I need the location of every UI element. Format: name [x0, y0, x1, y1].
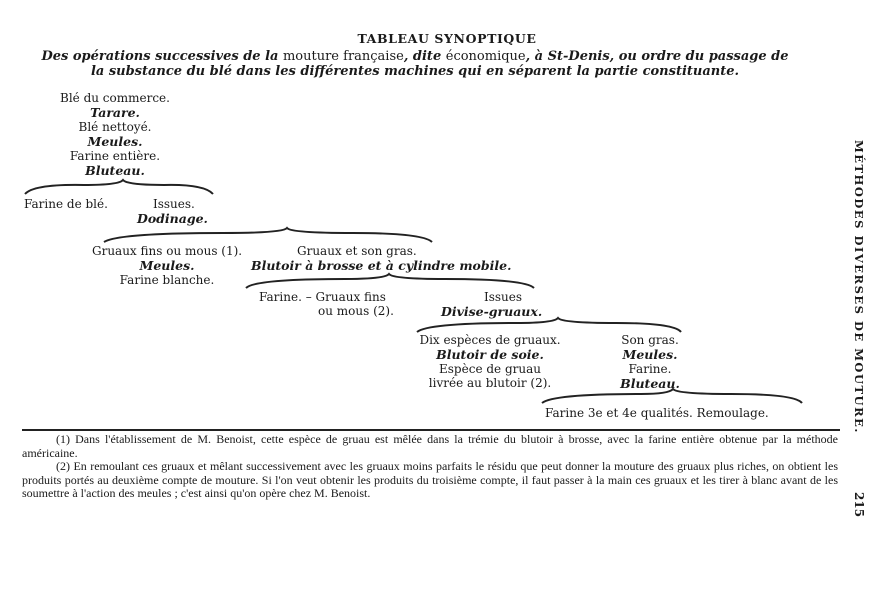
node-farine-entiere: Farine entière. — [69, 149, 161, 163]
footnote-1: (1) Dans l'établissement de M. Benoist, cette espèce de gruau est mêlée dans la trémie du blutoir à brosse, avec la farine entière obtenue par la méthode américaine. — [22, 432, 838, 460]
node-dix-especes: Dix espèces de gruaux. — [419, 333, 561, 347]
machine-blutoir-soie: Blutoir de soie. — [436, 347, 544, 362]
subtitle-part: dite — [412, 49, 446, 64]
footnotes — [22, 433, 838, 501]
page-number: 215 — [852, 492, 866, 518]
running-head: MÉTHODES DIVERSES DE MOUTURE. — [852, 140, 866, 434]
node-issues-2: Issues — [484, 290, 523, 304]
page-title: TABLEAU SYNOPTIQUE — [357, 31, 537, 46]
brace-1 — [24, 180, 214, 196]
node-ble-nettoye: Blé nettoyé. — [78, 120, 152, 134]
machine-meules-2: Meules. — [139, 258, 195, 273]
node-ou-mous-2: ou mous (2). — [318, 304, 394, 318]
node-farine-blanche: Farine blanche. — [119, 273, 215, 287]
machine-bluteau-2: Bluteau. — [620, 376, 680, 391]
footnote-divider — [22, 429, 840, 431]
brace-4 — [416, 318, 682, 334]
subtitle-part: mouture française — [282, 49, 404, 64]
subtitle-part: , — [403, 49, 413, 64]
brace-3 — [245, 274, 535, 290]
node-issues: Issues. — [153, 197, 195, 211]
node-livree-blutoir: livrée au blutoir (2). — [428, 376, 552, 390]
subtitle-part: , à St-Denis, ou ordre du passage de — [525, 49, 789, 64]
node-gruaux-fins-1: Gruaux fins ou mous (1). — [92, 244, 243, 258]
subtitle-part: Des opérations successives de la — [41, 49, 283, 64]
machine-blutoir-brosse: Blutoir à brosse et à cylindre mobile. — [251, 258, 512, 273]
subtitle-part: économique — [445, 49, 526, 64]
brace-5 — [541, 389, 803, 405]
machine-meules: Meules. — [87, 134, 143, 149]
machine-divise-gruaux: Divise-gruaux. — [441, 304, 543, 319]
node-gruaux-son-gras: Gruaux et son gras. — [297, 244, 417, 258]
node-farine-qualites-remoulage: Farine 3e et 4e qualités. Remoulage. — [545, 406, 769, 420]
machine-tarare: Tarare. — [90, 105, 140, 120]
machine-bluteau: Bluteau. — [85, 163, 145, 178]
node-ble-commerce: Blé du commerce. — [60, 91, 170, 105]
node-farine-de-ble: Farine de blé. — [24, 197, 108, 211]
subtitle-line-2: la substance du blé dans les différentes machines qui en séparent la partie constituante. — [90, 64, 740, 79]
node-farine-2: Farine. — [628, 362, 672, 376]
node-son-gras: Son gras. — [621, 333, 679, 347]
footnote-2: (2) En remoulant ces gruaux et mêlant successivement avec les gruaux moins parfaits le résidu que peut donner la mouture des gruaux plus riches, on obtient les produits portés au deuxième compte de mouture. Si l'on veut obtenir les produits du troisième compte, il faut passer à la main ces gruaux et les tirer à blanc avant de les soumettre à l'action des meules ; c'est ainsi qu'on opère chez M. Benoist. — [22, 459, 838, 500]
node-farine-gruaux-fins: Farine. – Gruaux fins — [259, 290, 386, 304]
brace-2 — [103, 228, 433, 244]
subtitle-line-1 — [0, 49, 830, 64]
machine-dodinage: Dodinage. — [137, 211, 208, 226]
node-espece-gruau: Espèce de gruau — [439, 362, 541, 376]
machine-meules-3: Meules. — [622, 347, 678, 362]
